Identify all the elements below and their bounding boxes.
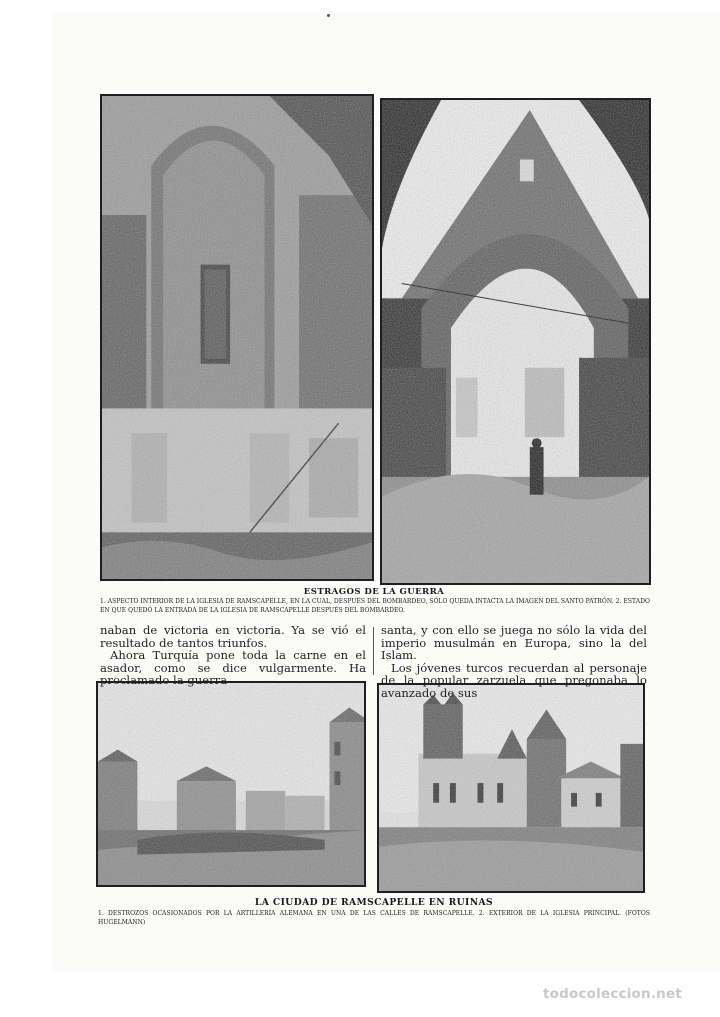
article-column-right [381,624,647,700]
section-1-heading: ESTRAGOS DE LA GUERRA [303,587,445,597]
article-column-left [100,624,366,687]
column-divider [373,627,374,675]
article-right-paragraph-2: Los jóvenes turcos recuerdan al personaje de la popular zarzuela que pregonaba lo avanzado de sus [381,660,647,700]
watermark-logo: todocoleccion.net [543,986,682,1002]
article-left-paragraph-2: Ahora Turquía pone toda la carne en el asador, como se dice vulgarmente. Ha proclamado la guerra [100,648,366,688]
section-2-heading: LA CIUDAD DE RAMSCAPELLE EN RUINAS [254,897,494,908]
photo-church-exterior [377,683,645,893]
article-left-paragraph-1: naban de victoria en victoria. Ya se vió el resultado de tantos triunfos. [100,623,366,650]
paper-speck [327,14,330,17]
article-right-paragraph-1: santa, y con ello se juega no sólo la vida del imperio musulmán en Europa, sino la del Islam. [381,623,647,663]
photo-church-entrance [380,98,651,585]
photo-ruined-street [96,681,366,887]
section-2-caption: 1. DESTROZOS OCASIONADOS POR LA ARTILLERÍA ALEMANA EN UNA DE LAS CALLES DE RAMSCAPELLE. 2. EXTERIOR DE LA IGLESIA PRINCIPAL. (FOTOS HUGELMANN) [98,910,650,926]
section-1-caption: 1. ASPECTO INTERIOR DE LA IGLESIA DE RAMSCAPELLE, EN LA CUAL, DESPUÉS DEL BOMBARDEO, SÓLO QUEDA INTACTA LA IMAGEN DEL SANTO PATRÓN. 2. ESTADO EN QUE QUEDÓ LA ENTRADA DE LA IGLESIA DE RAMSCAPELLE DESPUÉS DEL BOMBARDEO. [100,598,650,614]
photo-church-interior [100,94,374,581]
